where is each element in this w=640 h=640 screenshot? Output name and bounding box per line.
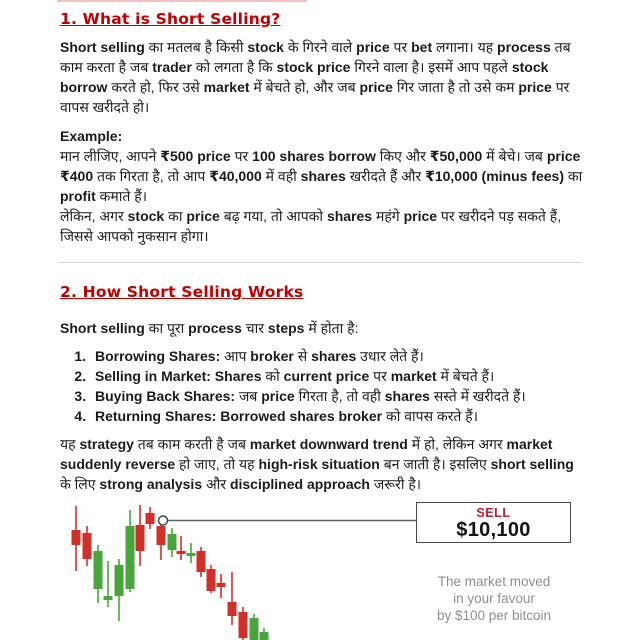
step-item-returning: 4. Returning Shares: Borrowed shares broker को वापस करते हैं।	[90, 406, 600, 426]
candle-body	[104, 596, 113, 600]
candle-body	[72, 530, 81, 545]
market-note	[405, 573, 583, 624]
example-line-1: मान लीजिए, आपने ₹500 price पर 100 shares borrow किए और ₹50,000 में बेचे। जब price ₹400 तक गिरता है, तो आप ₹40,000 में वही shares खरीदते हैं और ₹10,000 (minus fees) का profit कमाते हैं।	[60, 148, 583, 204]
candle-body	[187, 553, 196, 556]
candle-body	[207, 569, 216, 591]
section-1-heading: 1. What is Short Selling?	[60, 10, 281, 28]
section-1-intro-paragraph: Short selling का मतलब है किसी stock के गिरने वाले price पर bet लगाना। यह process तब काम करता है जब trader को लगता है कि stock price गिरने वाला है। इसमें आप पहले stock borrow करते हो, फिर उसे market में बेचते हो, और जब price गिर जाता है तो उसे कम price पर वापस खरीदते हो।	[60, 39, 571, 115]
candle-body	[157, 526, 166, 545]
note-line-1: The market moved	[437, 574, 551, 589]
candle-body	[228, 602, 237, 616]
section-2-intro-paragraph: Short selling का पूरा process चार steps में होता है:	[60, 320, 359, 336]
candle-body	[250, 618, 259, 640]
candle-body	[136, 525, 145, 551]
example-label: Example:	[60, 128, 123, 144]
steps-list	[62, 346, 600, 426]
section-divider	[58, 262, 582, 263]
candle-body	[239, 612, 248, 638]
note-line-3: by $100 per bitcoin	[436, 608, 552, 623]
candle-body	[146, 513, 155, 524]
sell-callout-box	[416, 502, 571, 543]
step-item-buying-back: 3. Buying Back Shares: जब price गिरता है, तो वही shares सस्ते में खरीदते हैं।	[90, 386, 600, 406]
cropped-underline-remnant	[57, 0, 307, 2]
section-2-heading: 2. How Short Selling Works	[60, 283, 304, 301]
candle-body	[83, 533, 92, 559]
sell-label: SELL	[476, 506, 511, 520]
candle-body	[115, 565, 124, 596]
example-line-2: लेकिन, अगर stock का price बढ़ गया, तो आपको shares महंगे price पर खरीदने पड़ सकते हैं, जिससे आपको नुकसान होगा।	[60, 208, 562, 244]
candle-body	[168, 534, 177, 550]
candle-body	[94, 551, 103, 589]
candle-body	[126, 526, 135, 589]
note-line-2: in your favour	[453, 591, 535, 606]
sell-point-marker-circle	[159, 516, 168, 525]
candle-body	[217, 583, 226, 587]
candle-body	[197, 551, 206, 572]
example-block	[60, 126, 584, 246]
sell-price: $10,100	[456, 519, 531, 541]
candle-body	[177, 551, 186, 554]
candle-body	[260, 632, 269, 640]
section-2-closing-paragraph: यह strategy तब काम करती है जब market downward trend में हो, लेकिन अगर market suddenly reverse हो जाए, तो यह high-risk situation बन जाती है। इसलिए short selling के लिए strong analysis और disciplined approach जरूरी है।	[60, 436, 574, 492]
step-item-selling: 2. Selling in Market: Shares को current price पर market में बेचते हैं।	[90, 366, 600, 386]
step-item-borrowing: 1. Borrowing Shares: आप broker से shares उधार लेते हैं।	[90, 346, 600, 366]
